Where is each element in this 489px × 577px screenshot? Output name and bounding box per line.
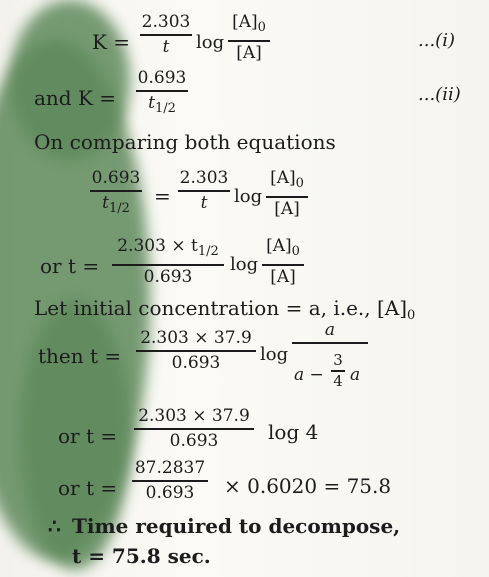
eq7-fraction	[132, 458, 208, 503]
eq1-numerator: 2.303	[141, 12, 191, 32]
eq5-log-denominator-b: a	[350, 365, 361, 385]
eq5-lhs: then t =	[38, 344, 122, 368]
eq3-right-numerator: 2.303	[179, 168, 229, 188]
eq3-log-denominator: [A]	[274, 198, 300, 219]
eq5-numerator: 2.303 × 37.9	[140, 328, 252, 348]
eq5-log-fraction	[292, 320, 368, 345]
eq1-denominator: t	[162, 36, 170, 57]
eq5-three-quarters	[331, 352, 345, 390]
eq5-log: log	[260, 344, 289, 365]
conclusion-line2: t = 75.8 sec.	[72, 544, 211, 568]
eq7-lhs: or t =	[58, 476, 118, 500]
initial-text: Let initial concentration = a, i.e., [A]	[34, 296, 408, 320]
eq6-lhs: or t =	[58, 424, 118, 448]
eq4-fraction: $2.303 \times t_{1/2}$ 0.693	[112, 236, 224, 287]
eq3-right-fraction	[178, 168, 230, 213]
eq2-tag: ...(ii)	[418, 84, 461, 105]
eq6-denominator: 0.693	[169, 430, 219, 451]
eq5-three: 3	[333, 351, 343, 369]
eq5-log-numerator: a	[324, 320, 336, 340]
eq1-log: log	[196, 32, 225, 53]
eq4-numerator: 2.303 × t	[117, 236, 198, 256]
eq5-log-denominator-a: a −	[294, 365, 324, 385]
eq2-denominator: t	[148, 92, 155, 113]
eq6-numerator: 2.303 × 37.9	[138, 406, 250, 426]
eq4-log-fraction: $[A]_0$ [A]	[262, 236, 304, 287]
eq1-log-denominator: [A]	[236, 42, 262, 63]
eq4-log-denominator: [A]	[270, 266, 296, 287]
eq2-fraction: 0.693 $t_{1/2}$	[137, 68, 187, 116]
eq3-log-fraction: $[A]_0$ [A]	[266, 168, 308, 219]
eq1-log-numerator: [A]	[232, 12, 258, 32]
eq7-denominator: 0.693	[145, 482, 195, 503]
eq3-equals: =	[154, 184, 171, 208]
eq3-log-numerator: [A]	[270, 168, 296, 188]
eq1-lhs: K =	[92, 30, 131, 54]
conclusion-line1: Time required to decompose,	[72, 514, 401, 538]
eq3-right-denominator: t	[200, 192, 208, 213]
eq7-numerator: 87.2837	[134, 458, 206, 478]
eq5-four: 4	[333, 371, 343, 390]
eq2-numerator: 0.693	[137, 68, 187, 88]
eq1-fraction	[140, 12, 192, 57]
initial-concentration-text	[34, 296, 415, 323]
therefore-symbol: ∴	[48, 514, 61, 538]
eq3-log: log	[234, 186, 263, 207]
eq5-denominator: 0.693	[171, 352, 221, 373]
eq5-fraction	[136, 328, 256, 373]
eq3-left-numerator: 0.693	[91, 168, 141, 188]
eq6-rhs: log 4	[268, 420, 319, 444]
eq4-lhs: or t =	[40, 254, 100, 278]
eq3-left-fraction: 0.693 $t_{1/2}$	[91, 168, 141, 216]
eq3-left-denominator: t	[102, 192, 109, 213]
eq1-tag: ...(i)	[418, 30, 455, 51]
eq4-log: log	[230, 254, 259, 275]
comparing-text: On comparing both equations	[34, 130, 336, 154]
eq4-denominator: 0.693	[143, 266, 193, 287]
initial-sub: 0	[407, 308, 416, 323]
eq6-fraction	[134, 406, 254, 451]
eq7-rhs: × 0.6020 = 75.8	[224, 474, 392, 498]
eq4-log-numerator: [A]	[266, 236, 292, 256]
eq1-log-fraction: $[A]_0$ [A]	[228, 12, 270, 63]
eq2-lhs: and K =	[34, 86, 117, 110]
